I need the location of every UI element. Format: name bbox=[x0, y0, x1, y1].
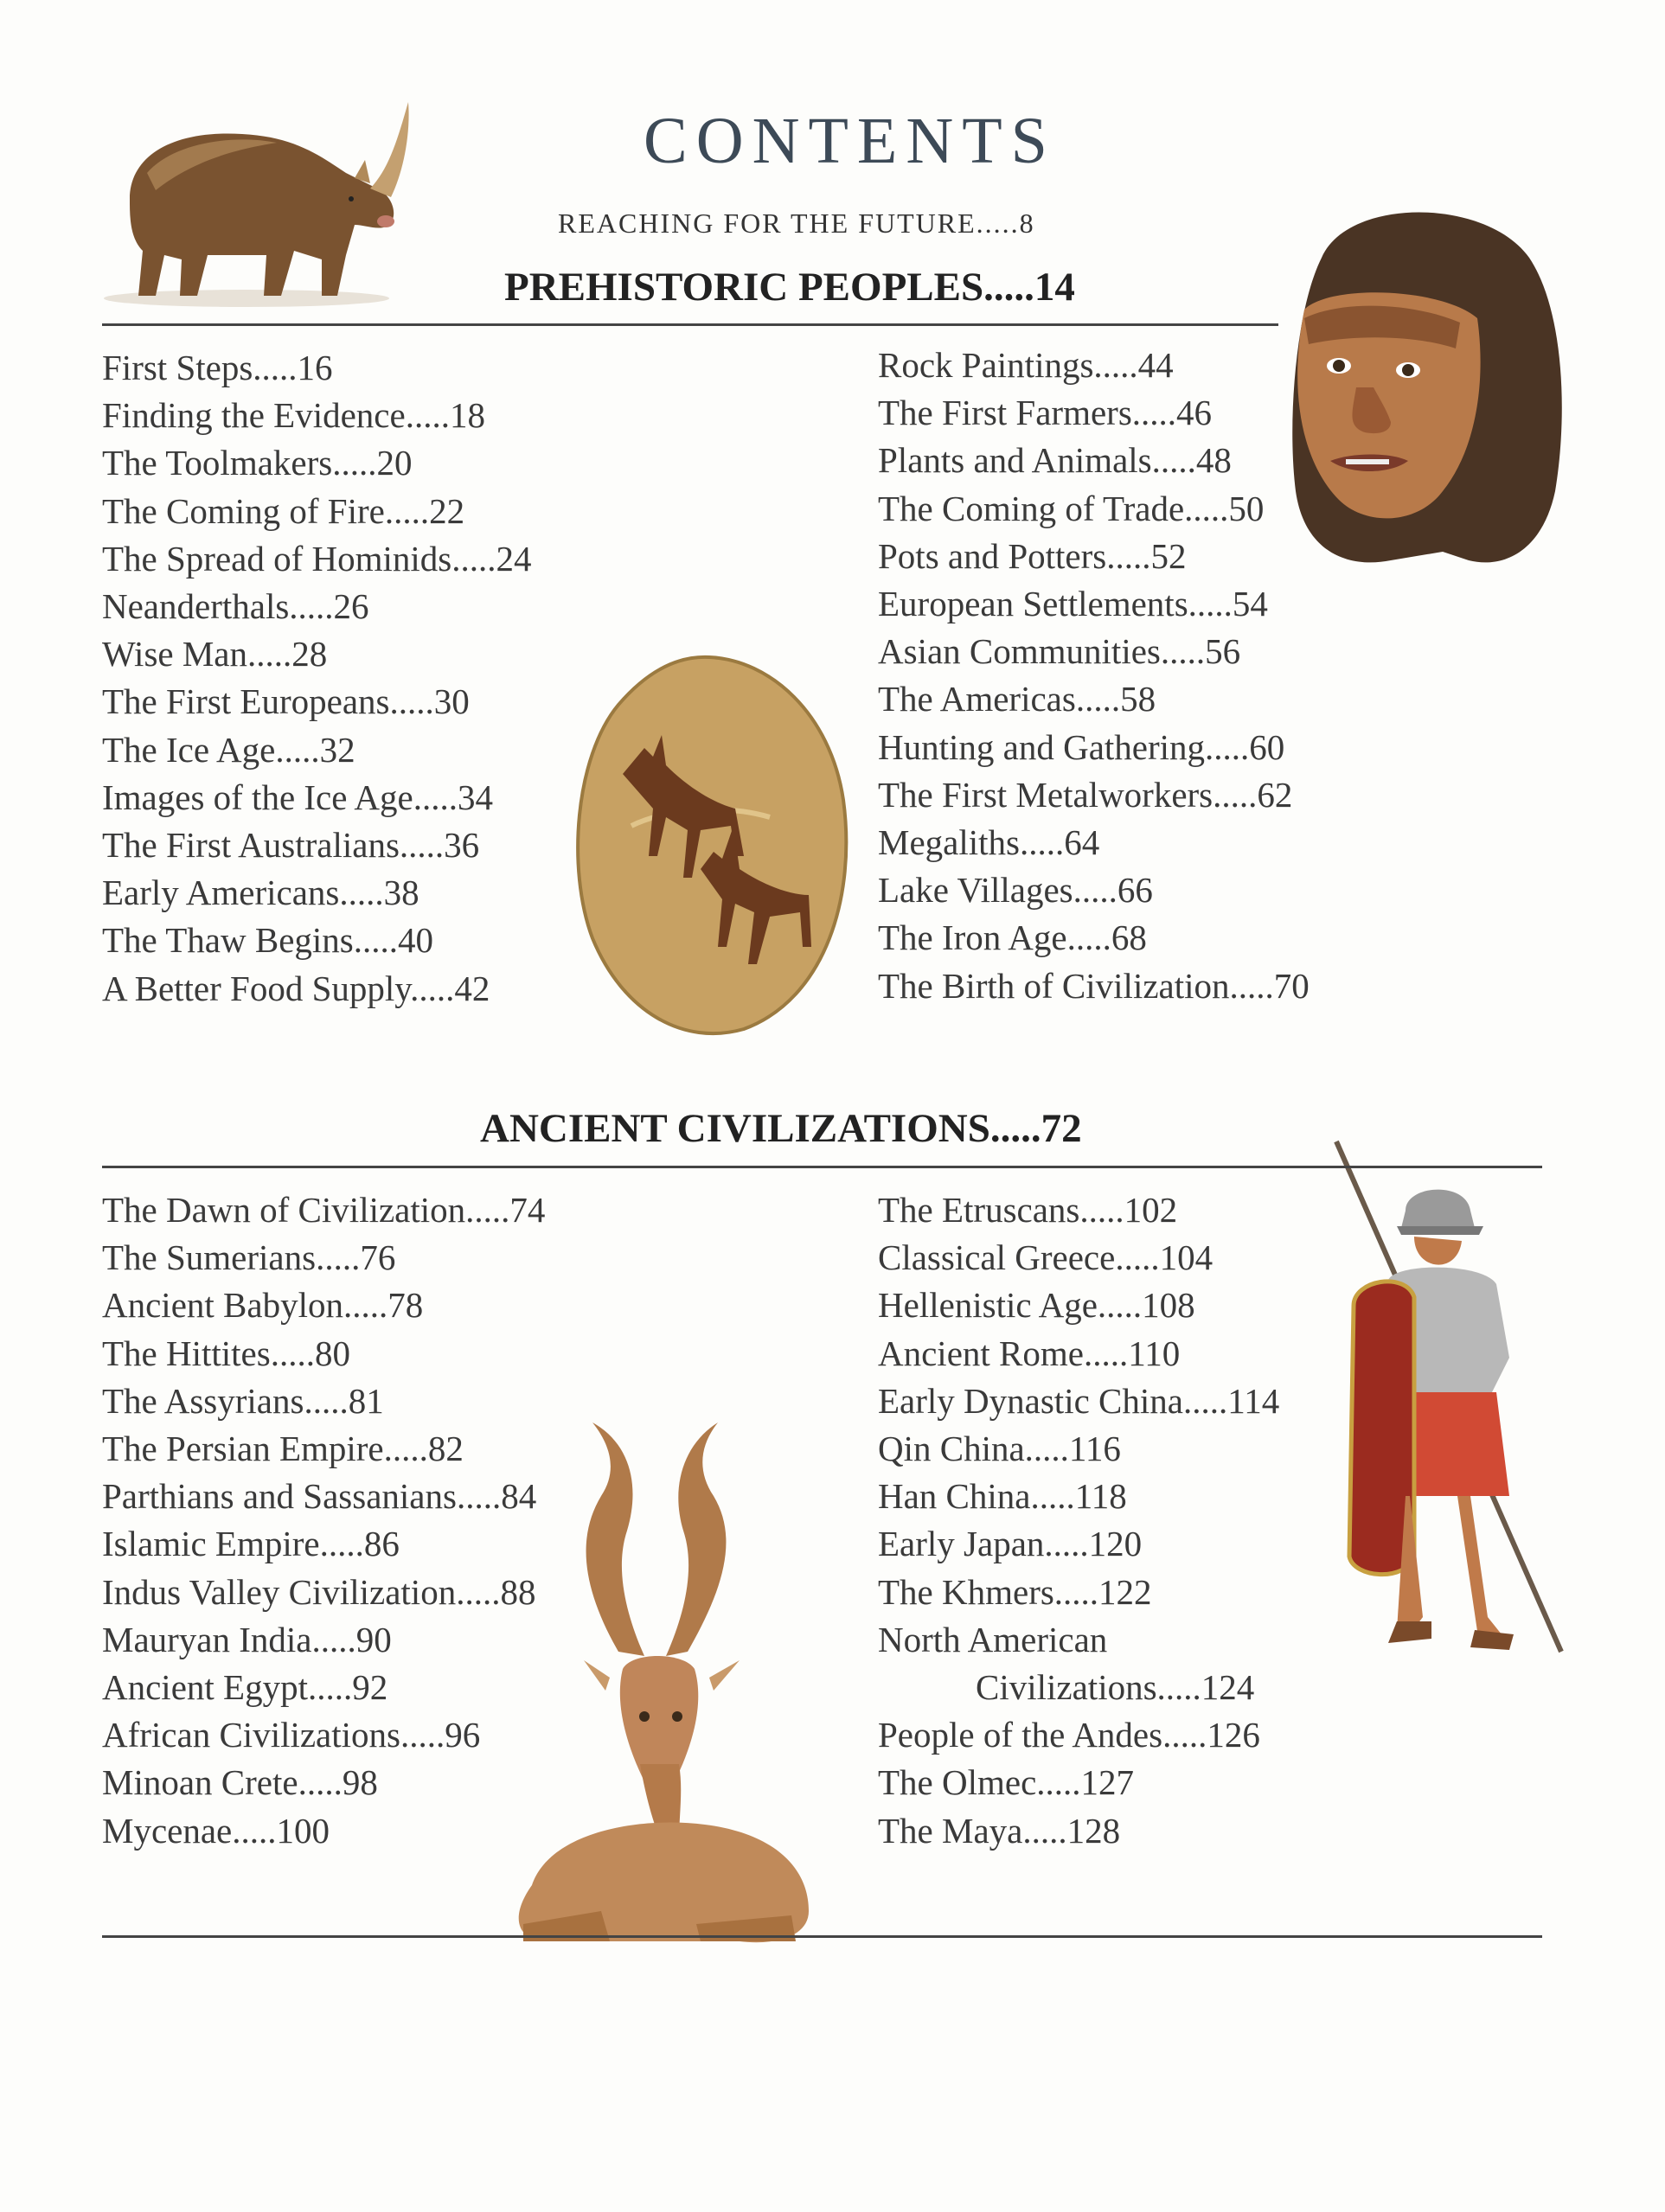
toc-entry[interactable]: The Ice Age.....32 bbox=[102, 729, 355, 770]
toc-entry[interactable]: The Toolmakers.....20 bbox=[102, 443, 413, 483]
toc-entry[interactable]: Megaliths.....64 bbox=[878, 822, 1100, 863]
toc-entry[interactable]: The Persian Empire.....82 bbox=[102, 1429, 464, 1469]
toc-entry[interactable]: Mauryan India.....90 bbox=[102, 1619, 392, 1659]
toc-entry[interactable]: Hunting and Gathering.....60 bbox=[878, 726, 1285, 767]
early-human-face-icon bbox=[1270, 206, 1572, 578]
toc-entry[interactable]: Rock Paintings.....44 bbox=[878, 345, 1174, 385]
toc-entry[interactable]: The Hittites.....80 bbox=[102, 1333, 350, 1373]
toc-entry[interactable]: A Better Food Supply.....42 bbox=[102, 968, 490, 1008]
toc-entry[interactable]: Lake Villages.....66 bbox=[878, 870, 1153, 911]
toc-entry[interactable]: The Sumerians.....76 bbox=[102, 1237, 396, 1278]
toc-entry[interactable]: Early Americans.....38 bbox=[102, 873, 419, 913]
toc-entry[interactable]: The First Farmers.....46 bbox=[878, 393, 1213, 433]
toc-entry[interactable]: Minoan Crete.....98 bbox=[102, 1762, 378, 1803]
toc-entry[interactable]: European Settlements.....54 bbox=[878, 584, 1268, 624]
toc-entry[interactable]: Ancient Egypt.....92 bbox=[102, 1667, 388, 1708]
toc-list-ancient-right bbox=[878, 1186, 1279, 1855]
toc-entry[interactable]: Ancient Babylon.....78 bbox=[102, 1285, 424, 1326]
toc-entry[interactable]: Neanderthals.....26 bbox=[102, 586, 369, 627]
toc-entry[interactable]: The Maya.....128 bbox=[878, 1810, 1121, 1851]
toc-entry[interactable]: The Iron Age.....68 bbox=[878, 917, 1147, 958]
toc-entry[interactable]: Hellenistic Age.....108 bbox=[878, 1285, 1195, 1326]
toc-entry[interactable]: Pots and Potters.....52 bbox=[878, 535, 1187, 576]
toc-entry[interactable]: Islamic Empire.....86 bbox=[102, 1524, 400, 1564]
toc-entry[interactable]: The Olmec.....127 bbox=[878, 1762, 1135, 1803]
toc-entry[interactable]: The Spread of Hominids.....24 bbox=[102, 538, 532, 579]
section-divider bbox=[102, 323, 1278, 326]
toc-entry[interactable]: Civilizations.....124 bbox=[976, 1667, 1255, 1708]
toc-entry[interactable]: The Coming of Trade.....50 bbox=[878, 488, 1265, 528]
toc-entry[interactable]: The Birth of Civilization.....70 bbox=[878, 965, 1310, 1006]
roman-legionary-icon bbox=[1328, 1133, 1570, 1686]
bottom-divider bbox=[102, 1935, 1542, 1938]
toc-entry[interactable]: Mycenae.....100 bbox=[102, 1810, 330, 1851]
toc-entry[interactable]: Parthians and Sassanians.....84 bbox=[102, 1476, 537, 1517]
toc-entry[interactable]: The Khmers.....122 bbox=[878, 1571, 1152, 1612]
toc-entry[interactable]: Images of the Ice Age.....34 bbox=[102, 777, 493, 817]
toc-entry[interactable]: First Steps.....16 bbox=[102, 348, 333, 387]
toc-entry[interactable]: Early Dynastic China.....114 bbox=[878, 1380, 1280, 1421]
toc-entry[interactable]: The Americas.....58 bbox=[878, 679, 1156, 719]
toc-entry[interactable]: The First Europeans.....30 bbox=[102, 681, 470, 722]
toc-entry[interactable]: African Civilizations.....96 bbox=[102, 1715, 481, 1755]
toc-entry[interactable]: Plants and Animals.....48 bbox=[878, 440, 1232, 481]
toc-entry[interactable]: The Coming of Fire.....22 bbox=[102, 490, 465, 531]
toc-entry[interactable]: Han China.....118 bbox=[878, 1476, 1127, 1517]
section-title-prehistoric[interactable]: PREHISTORIC PEOPLES.....14 bbox=[504, 265, 1075, 310]
toc-list-ancient-left bbox=[102, 1186, 545, 1855]
toc-entry[interactable]: People of the Andes.....126 bbox=[878, 1715, 1260, 1755]
intro-entry[interactable]: REACHING FOR THE FUTURE.....8 bbox=[558, 208, 1035, 239]
toc-entry[interactable]: Early Japan.....120 bbox=[878, 1524, 1143, 1564]
toc-entry[interactable]: North American bbox=[878, 1619, 1108, 1659]
toc-entry[interactable]: Classical Greece.....104 bbox=[878, 1237, 1214, 1278]
toc-list-prehistoric-right bbox=[878, 342, 1310, 1010]
toc-entry[interactable]: The First Metalworkers.....62 bbox=[878, 774, 1293, 815]
toc-entry[interactable]: Wise Man.....28 bbox=[102, 634, 328, 674]
page-title: CONTENTS bbox=[644, 105, 1056, 177]
toc-entry[interactable]: Qin China.....116 bbox=[878, 1429, 1121, 1469]
toc-entry[interactable]: The Thaw Begins.....40 bbox=[102, 920, 433, 961]
toc-entry[interactable]: The Dawn of Civilization.....74 bbox=[102, 1190, 546, 1230]
toc-entry[interactable]: The Assyrians.....81 bbox=[102, 1380, 384, 1421]
toc-entry[interactable]: Ancient Rome.....110 bbox=[878, 1333, 1181, 1373]
toc-entry[interactable]: Asian Communities.....56 bbox=[878, 631, 1241, 672]
toc-entry[interactable]: Finding the Evidence.....18 bbox=[102, 395, 485, 436]
toc-entry[interactable]: Indus Valley Civilization.....88 bbox=[102, 1571, 536, 1612]
toc-entry[interactable]: The Etruscans.....102 bbox=[878, 1190, 1178, 1230]
section-title-ancient[interactable]: ANCIENT CIVILIZATIONS.....72 bbox=[480, 1106, 1082, 1151]
section-divider bbox=[102, 1166, 1542, 1168]
toc-entry[interactable]: The First Australians.....36 bbox=[102, 825, 480, 866]
toc-list-prehistoric-left bbox=[102, 344, 531, 1013]
cave-painting-icon bbox=[571, 653, 852, 1038]
